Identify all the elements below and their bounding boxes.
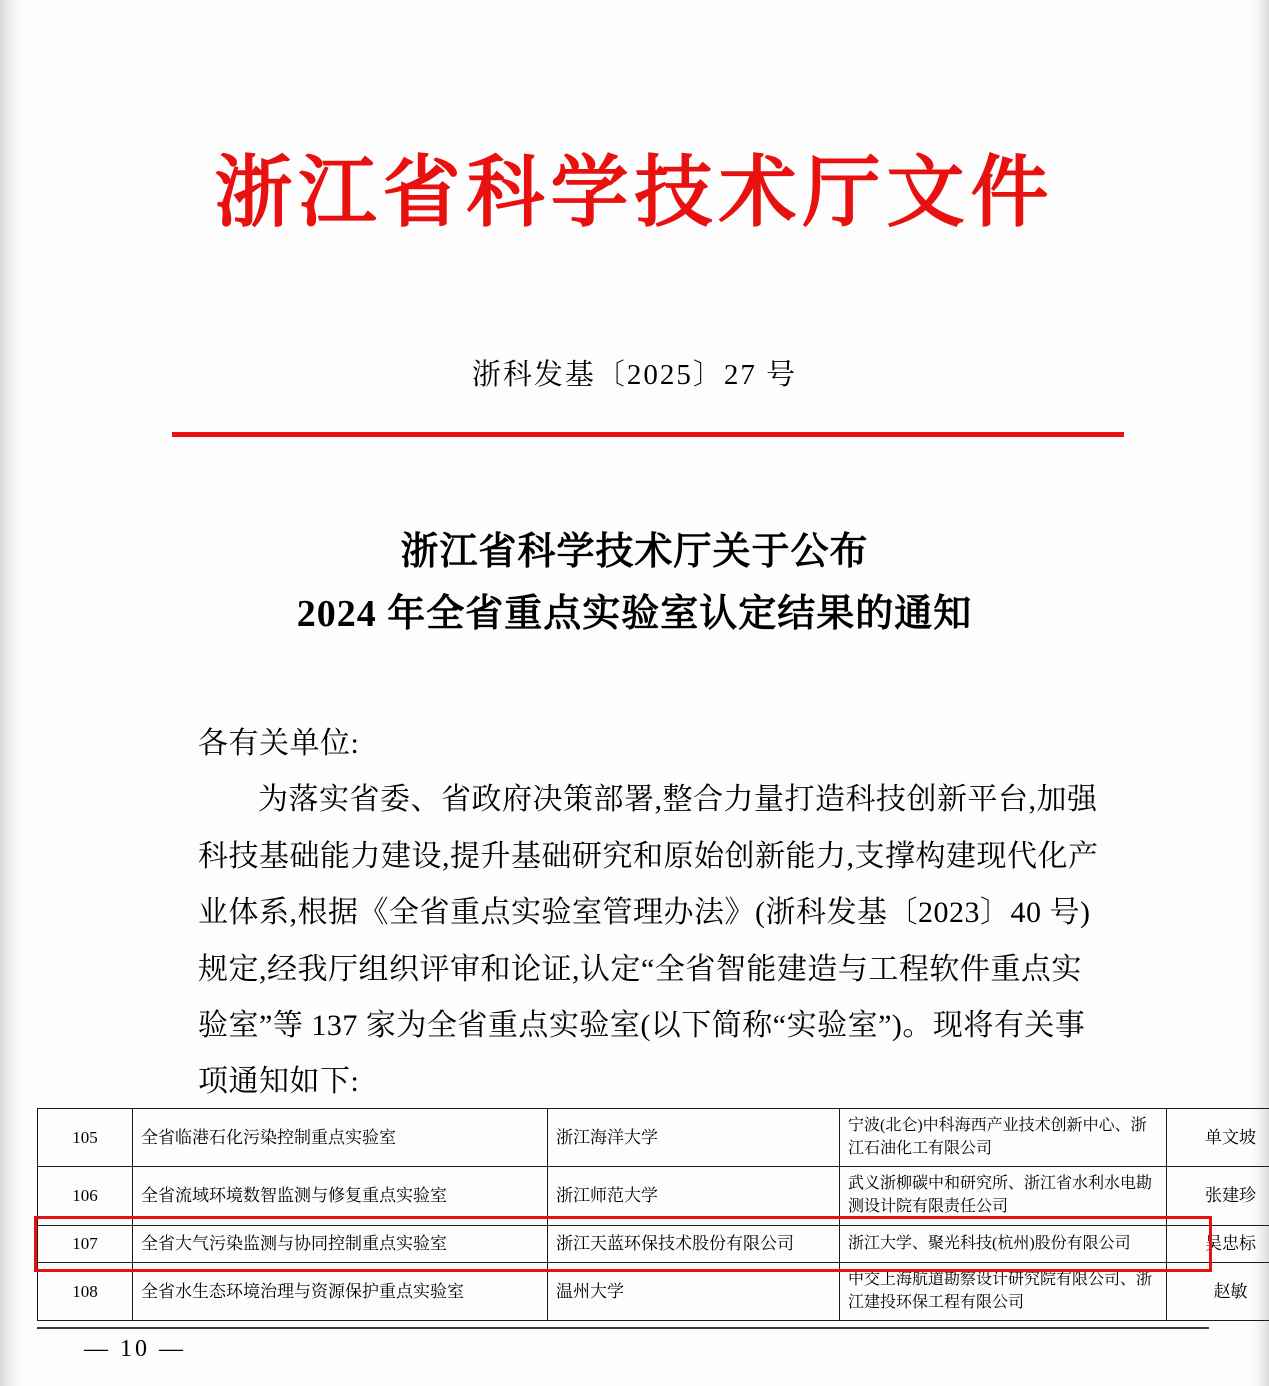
row-lab-name: 全省大气污染监测与协同控制重点实验室: [133, 1225, 548, 1262]
row-joint-units: 宁波(北仑)中科海西产业技术创新中心、浙江石油化工有限公司: [840, 1109, 1167, 1167]
row-joint-units: 浙江大学、聚光科技(杭州)股份有限公司: [840, 1225, 1167, 1262]
row-lab-name: 全省水生态环境治理与资源保护重点实验室: [133, 1263, 548, 1321]
row-lab-name: 全省流域环境数智监测与修复重点实验室: [133, 1167, 548, 1225]
document-number: 浙科发基〔2025〕27 号: [471, 359, 798, 391]
red-divider-rule: [172, 432, 1124, 437]
row-joint-units: 中交上海航道勘察设计研究院有限公司、浙江建投环保工程有限公司: [840, 1263, 1167, 1321]
row-joint-units: 武义浙柳碳中和研究所、浙江省水利水电勘测设计院有限责任公司: [840, 1167, 1167, 1225]
row-person: 单文坡: [1167, 1109, 1269, 1167]
row-person: 吴忠标: [1167, 1225, 1269, 1262]
table-row: [38, 1109, 1269, 1167]
table-row: [38, 1167, 1269, 1225]
row-person: 张建珍: [1167, 1167, 1269, 1225]
row-lab-name: 全省临港石化污染控制重点实验室: [133, 1109, 548, 1167]
row-person: 赵敏: [1167, 1263, 1269, 1321]
row-host-unit: 浙江天蓝环保技术股份有限公司: [548, 1225, 840, 1262]
page-number: — 10 —: [84, 1336, 186, 1362]
row-host-unit: 浙江师范大学: [548, 1167, 840, 1225]
table-row: [38, 1263, 1269, 1321]
page-title: [0, 522, 1269, 645]
row-host-unit: 浙江海洋大学: [548, 1109, 840, 1167]
body-paragraph: 为落实省委、省政府决策部署,整合力量打造科技创新平台,加强科技基础能力建设,提升基础研究和原始创新能力,支撑构建现代化产业体系,根据《全省重点实验室管理办法》(浙科发基〔2023〕40 号)规定,经我厅组织评审和论证,认定“全省智能建造与工程软件重点实验室”等 137 家为全省重点实验室(以下简称“实验室”)。现将有关事项通知如下:: [198, 783, 1099, 1099]
salutation: 各有关单位:: [198, 727, 360, 760]
footer-divider: [37, 1327, 1209, 1329]
document-title: 浙江省科学技术厅文件: [214, 149, 1055, 236]
table-row-highlighted: [38, 1225, 1269, 1262]
row-number: 107: [38, 1225, 133, 1262]
headline-line-1: 浙江省科学技术厅关于公布: [400, 531, 869, 573]
row-number: 108: [38, 1263, 133, 1321]
headline-line-2: 2024 年全省重点实验室认定结果的通知: [296, 592, 973, 635]
notice-body: [198, 716, 1103, 1111]
row-host-unit: 温州大学: [548, 1263, 840, 1321]
laboratory-listing-table: [37, 1108, 1256, 1321]
row-number: 106: [38, 1167, 133, 1225]
row-number: 105: [38, 1109, 133, 1167]
